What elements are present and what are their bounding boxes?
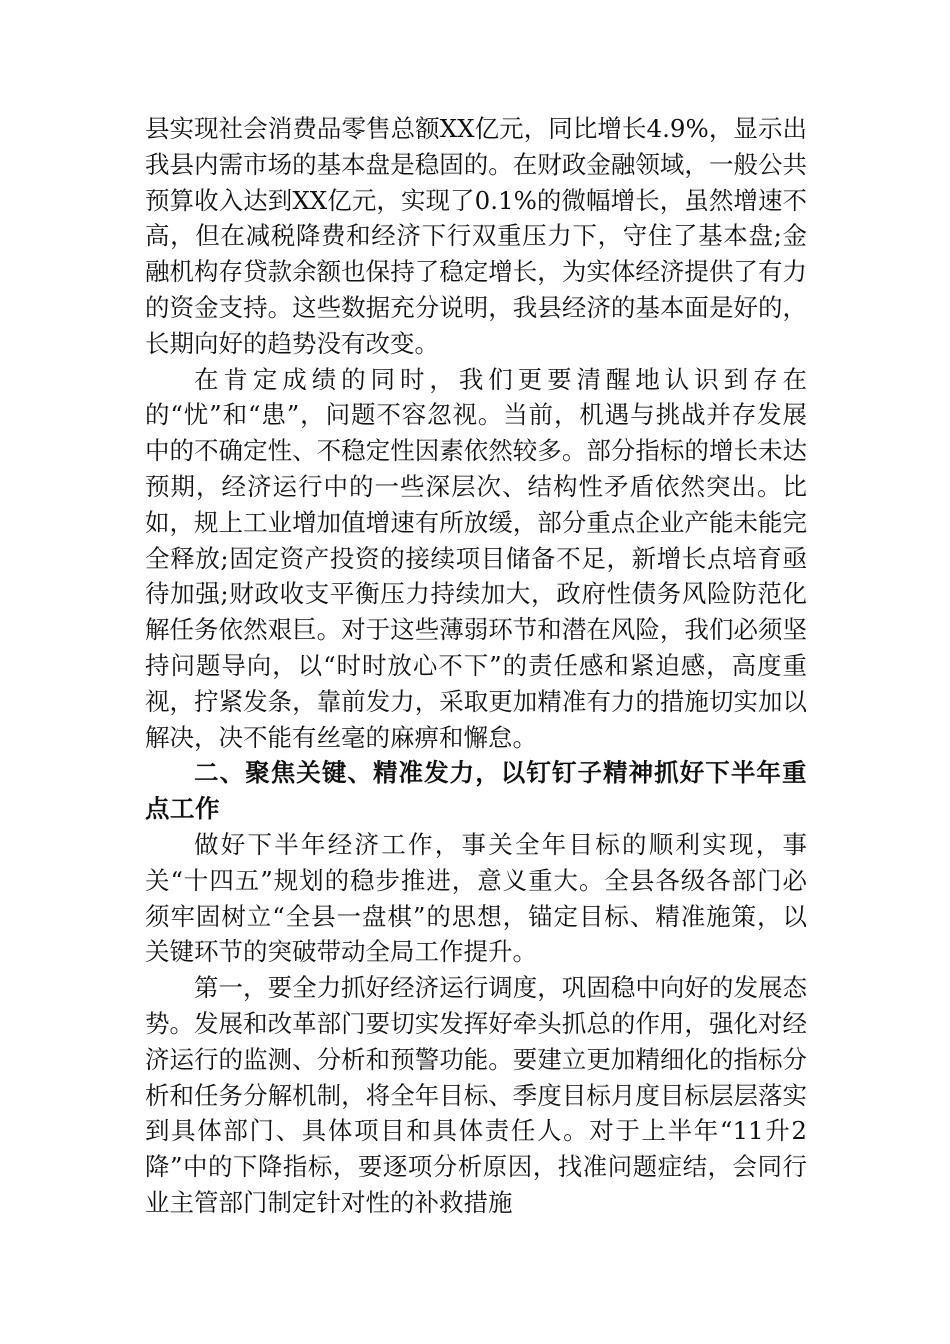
paragraph-current-problems: 在肯定成绩的同时，我们更要清醒地认识到存在的“忧”和“患”，问题不容忽视。当前，机遇与挑战并存发展中的不确定性、不稳定性因素依然较多。部分指标的增长未达预期，经济运行中的一些深层次、结构性矛盾依然突出。比如，规上工业增加值增速有所放缓，部分重点企业产能未能完全释放;固定资产投资的接续项目储备不足，新增长点培育亟待加强;财政收支平衡压力持续加大，政府性债务风险防范化解任务依然艰巨。对于这些薄弱环节和潜在风险，我们必须坚持问题导向，以“时时放心不下”的责任感和紧迫感，高度重视，拧紧发条，靠前发力，采取更加精准有力的措施切实加以解决，决不能有丝毫的麻痹和懈怠。 xyxy=(145,364,807,752)
paragraph-second-half-work: 做好下半年经济工作，事关全年目标的顺利实现，事关“十四五”规划的稳步推进，意义重大。全县各级各部门必须牢固树立“全县一盘棋”的思想，锚定目标、精准施策，以关键环节的突破带动全局工作提升。 xyxy=(145,829,807,967)
paragraph-first-measure: 第一，要全力抓好经济运行调度，巩固稳中向好的发展态势。发展和改革部门要切实发挥好牵头抓总的作用，强化对经济运行的监测、分析和预警功能。要建立更加精细化的指标分析和任务分解机制，将全年目标、季度目标月度目标层层落实到具体部门、具体项目和具体责任人。对于上半年“11升2降”中的下降指标，要逐项分析原因，找准问题症结，会同行业主管部门制定针对性的补救措施 xyxy=(145,973,807,1217)
section-heading-two: 二、聚焦关键、精准发力，以钉钉子精神抓好下半年重点工作 xyxy=(145,758,807,824)
document-body xyxy=(145,111,807,1221)
paragraph-continued: 县实现社会消费品零售总额XX亿元，同比增长4.9%，显示出我县内需市场的基本盘是稳固的。在财政金融领域，一般公共预算收入达到XX亿元，实现了0.1%的微幅增长，虽然增速不高，但在减税降费和经济下行双重压力下，守住了基本盘;金融机构存贷款余额也保持了稳定增长，为实体经济提供了有力的资金支持。这些数据充分说明，我县经济的基本面是好的，长期向好的趋势没有改变。 xyxy=(145,114,807,358)
